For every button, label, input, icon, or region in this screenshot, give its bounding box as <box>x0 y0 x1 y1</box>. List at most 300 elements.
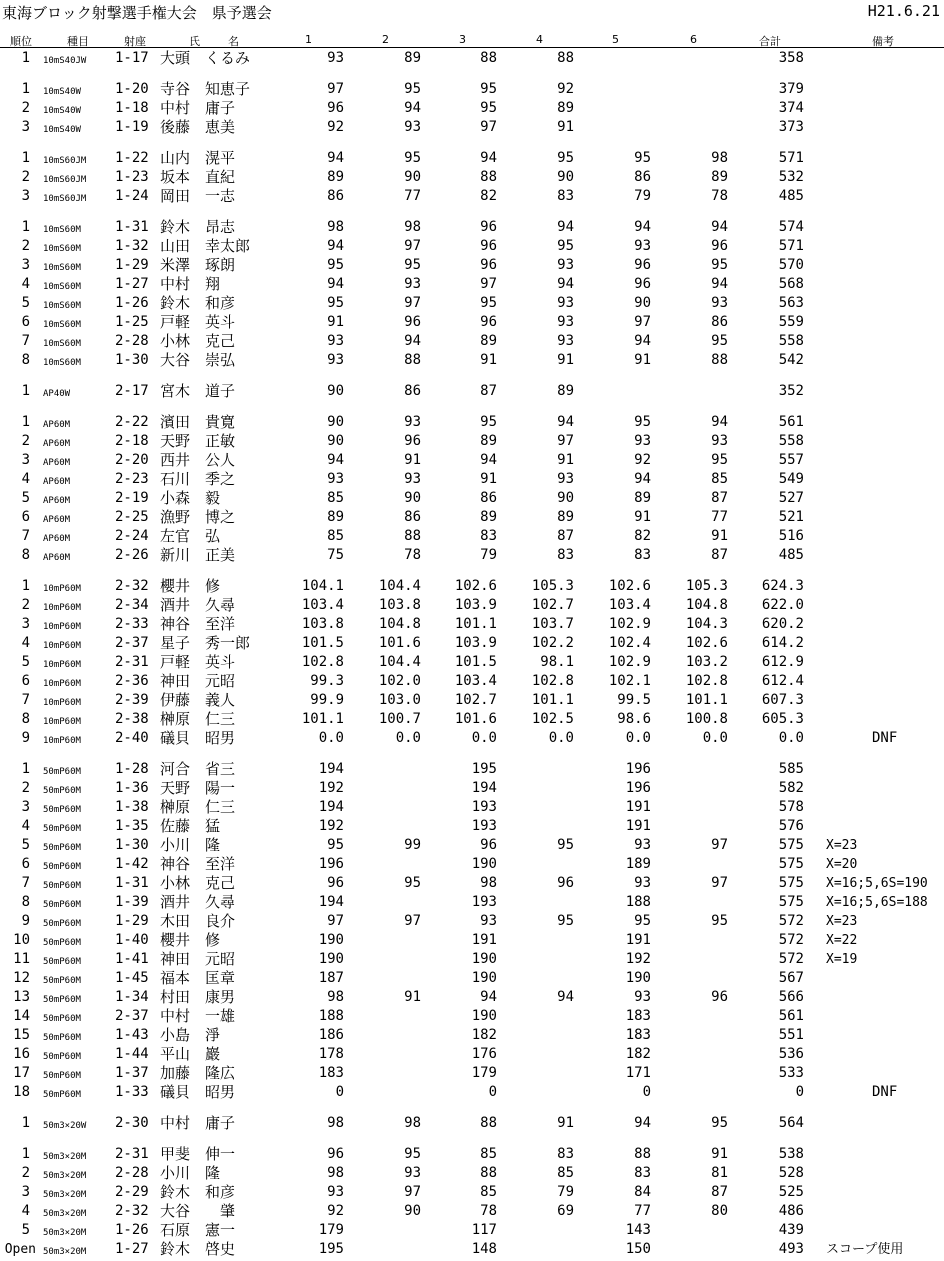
total-cell: 379 <box>778 81 804 97</box>
rank-cell: 10 <box>13 932 30 948</box>
total-cell: 516 <box>778 528 804 544</box>
score-6-cell: 87 <box>711 547 728 563</box>
table-row <box>0 1114 944 1133</box>
event-cell: 50m3×20M <box>43 1152 87 1162</box>
total-cell: 374 <box>778 100 804 116</box>
score-1-cell: 90 <box>327 383 344 399</box>
score-1-cell: 196 <box>318 856 344 872</box>
score-2-cell: 104.8 <box>378 616 421 632</box>
table-row <box>0 275 944 294</box>
score-4-cell: 102.8 <box>531 673 574 689</box>
table-row <box>0 653 944 672</box>
total-cell: 538 <box>778 1146 804 1162</box>
score-3-cell: 190 <box>471 856 497 872</box>
score-2-cell: 86 <box>404 509 421 525</box>
table-row <box>0 80 944 99</box>
lane-cell: 1-17 <box>115 50 149 66</box>
score-2-cell: 101.6 <box>378 635 421 651</box>
event-cell: 50mP60M <box>43 824 81 834</box>
score-2-cell: 90 <box>404 490 421 506</box>
result-group <box>0 760 944 1102</box>
score-2-cell: 97 <box>404 1184 421 1200</box>
score-5-cell: 94 <box>634 471 651 487</box>
name-cell: 村田 康男 <box>160 988 236 1006</box>
score-4-cell: 89 <box>557 100 574 116</box>
event-cell: 10mS60M <box>43 244 81 254</box>
score-1-cell: 194 <box>318 894 344 910</box>
rank-cell: 2 <box>21 100 30 116</box>
page-header <box>0 2 944 22</box>
event-cell: 10mS60M <box>43 301 81 311</box>
lane-cell: 1-41 <box>115 951 149 967</box>
event-cell: AP60M <box>43 420 71 430</box>
lane-cell: 1-26 <box>115 295 149 311</box>
score-5-cell: 102.9 <box>608 654 651 670</box>
score-2-cell: 77 <box>404 188 421 204</box>
table-row <box>0 99 944 118</box>
score-5-cell: 84 <box>634 1184 651 1200</box>
score-5-cell: 94 <box>634 219 651 235</box>
total-cell: 527 <box>778 490 804 506</box>
result-group <box>0 382 944 401</box>
rank-cell: 7 <box>21 333 30 349</box>
score-6-cell: 96 <box>711 989 728 1005</box>
rank-cell: 4 <box>21 635 30 651</box>
header-divider <box>0 47 944 48</box>
rank-cell: 1 <box>21 219 30 235</box>
score-3-cell: 0.0 <box>471 730 497 746</box>
name-cell: 大谷 崇弘 <box>160 351 236 369</box>
event-cell: 10mP60M <box>43 584 81 594</box>
score-2-cell: 104.4 <box>378 654 421 670</box>
score-5-cell: 95 <box>634 150 651 166</box>
score-1-cell: 95 <box>327 257 344 273</box>
score-1-cell: 186 <box>318 1027 344 1043</box>
score-5-cell: 94 <box>634 333 651 349</box>
score-5-cell: 98.6 <box>617 711 651 727</box>
event-cell: 50mP60M <box>43 1033 81 1043</box>
table-row <box>0 1164 944 1183</box>
lane-cell: 2-24 <box>115 528 149 544</box>
total-cell: 605.3 <box>761 711 804 727</box>
rank-cell: 5 <box>21 1222 30 1238</box>
table-row <box>0 817 944 836</box>
name-cell: 榊原 仁三 <box>160 798 236 816</box>
rank-cell: 14 <box>13 1008 30 1024</box>
table-row <box>0 470 944 489</box>
score-4-cell: 102.7 <box>531 597 574 613</box>
score-1-cell: 98 <box>327 1165 344 1181</box>
event-cell: 10mS40JW <box>43 56 87 66</box>
score-3-cell: 102.7 <box>454 692 497 708</box>
table-row <box>0 779 944 798</box>
score-2-cell: 91 <box>404 452 421 468</box>
score-4-cell: 83 <box>557 1146 574 1162</box>
table-row <box>0 382 944 401</box>
rank-cell: 3 <box>21 799 30 815</box>
score-1-cell: 93 <box>327 333 344 349</box>
table-row <box>0 931 944 950</box>
score-6-cell: 98 <box>711 150 728 166</box>
event-cell: 50mP60M <box>43 843 81 853</box>
score-5-cell: 99.5 <box>617 692 651 708</box>
score-6-cell: 91 <box>711 528 728 544</box>
total-cell: 574 <box>778 219 804 235</box>
score-6-cell: 77 <box>711 509 728 525</box>
rank-cell: 5 <box>21 837 30 853</box>
total-cell: 575 <box>778 875 804 891</box>
total-cell: 525 <box>778 1184 804 1200</box>
note-cell: X=16;5,6S=190 <box>826 876 928 891</box>
score-4-cell: 93 <box>557 257 574 273</box>
score-3-cell: 88 <box>480 50 497 66</box>
score-5-cell: 150 <box>625 1241 651 1257</box>
name-cell: 坂本 直紀 <box>160 168 236 186</box>
rank-cell: 6 <box>21 509 30 525</box>
score-5-cell: 0 <box>642 1084 651 1100</box>
score-6-cell: 104.8 <box>685 597 728 613</box>
lane-cell: 1-23 <box>115 169 149 185</box>
score-1-cell: 94 <box>327 452 344 468</box>
name-cell: 加藤 隆広 <box>160 1064 236 1082</box>
name-cell: 星子 秀一郎 <box>160 634 251 652</box>
score-3-cell: 191 <box>471 932 497 948</box>
total-cell: 585 <box>778 761 804 777</box>
event-cell: 10mS60JM <box>43 175 87 185</box>
score-1-cell: 99.9 <box>310 692 344 708</box>
lane-cell: 1-40 <box>115 932 149 948</box>
event-cell: 10mP60M <box>43 717 81 727</box>
name-cell: 甲斐 伸一 <box>160 1145 236 1163</box>
table-row <box>0 1183 944 1202</box>
score-3-cell: 78 <box>480 1203 497 1219</box>
score-2-cell: 95 <box>404 81 421 97</box>
score-3-cell: 95 <box>480 414 497 430</box>
total-cell: 564 <box>778 1115 804 1131</box>
lane-cell: 2-33 <box>115 616 149 632</box>
score-1-cell: 194 <box>318 799 344 815</box>
score-4-cell: 95 <box>557 837 574 853</box>
score-4-cell: 69 <box>557 1203 574 1219</box>
score-3-cell: 182 <box>471 1027 497 1043</box>
lane-cell: 1-37 <box>115 1065 149 1081</box>
event-cell: 10mS40W <box>43 106 81 116</box>
total-cell: 486 <box>778 1203 804 1219</box>
score-2-cell: 86 <box>404 383 421 399</box>
lane-cell: 1-29 <box>115 913 149 929</box>
score-1-cell: 90 <box>327 414 344 430</box>
score-5-cell: 79 <box>634 188 651 204</box>
lane-cell: 1-35 <box>115 818 149 834</box>
rank-cell: 2 <box>21 597 30 613</box>
table-row <box>0 969 944 988</box>
score-4-cell: 102.2 <box>531 635 574 651</box>
name-cell: 大頭 くるみ <box>160 49 251 67</box>
result-group <box>0 49 944 68</box>
rank-cell: 8 <box>21 352 30 368</box>
note-cell: スコープ使用 <box>826 1242 904 1257</box>
score-5-cell: 93 <box>634 433 651 449</box>
name-cell: 鈴木 和彦 <box>160 1183 236 1201</box>
table-row <box>0 615 944 634</box>
score-6-cell: 96 <box>711 238 728 254</box>
score-3-cell: 91 <box>480 471 497 487</box>
lane-cell: 2-26 <box>115 547 149 563</box>
event-cell: 50mP60M <box>43 919 81 929</box>
score-4-cell: 94 <box>557 276 574 292</box>
score-1-cell: 92 <box>327 119 344 135</box>
col-s6: 6 <box>690 33 697 46</box>
score-3-cell: 101.1 <box>454 616 497 632</box>
name-cell: 河合 省三 <box>160 760 236 778</box>
lane-cell: 1-31 <box>115 219 149 235</box>
score-4-cell: 89 <box>557 383 574 399</box>
table-row <box>0 729 944 748</box>
score-5-cell: 191 <box>625 818 651 834</box>
score-1-cell: 98 <box>327 219 344 235</box>
rank-cell: 3 <box>21 1184 30 1200</box>
lane-cell: 1-30 <box>115 352 149 368</box>
name-cell: 天野 陽一 <box>160 779 236 797</box>
score-2-cell: 78 <box>404 547 421 563</box>
rank-cell: 2 <box>21 433 30 449</box>
score-5-cell: 188 <box>625 894 651 910</box>
event-cell: 50m3×20W <box>43 1121 87 1131</box>
score-2-cell: 100.7 <box>378 711 421 727</box>
event-cell: 10mS60JM <box>43 156 87 166</box>
name-cell: 礒貝 昭男 <box>160 1083 236 1101</box>
table-row <box>0 237 944 256</box>
table-row <box>0 149 944 168</box>
score-4-cell: 105.3 <box>531 578 574 594</box>
score-4-cell: 96 <box>557 875 574 891</box>
score-5-cell: 91 <box>634 352 651 368</box>
score-1-cell: 96 <box>327 100 344 116</box>
event-cell: 10mS40W <box>43 125 81 135</box>
event-cell: 50m3×20M <box>43 1209 87 1219</box>
score-5-cell: 103.4 <box>608 597 651 613</box>
event-cell: 50m3×20M <box>43 1228 87 1238</box>
score-6-cell: 95 <box>711 913 728 929</box>
score-6-cell: 97 <box>711 837 728 853</box>
name-cell: 山田 幸太郎 <box>160 237 251 255</box>
event-cell: 10mP60M <box>43 698 81 708</box>
score-3-cell: 179 <box>471 1065 497 1081</box>
total-cell: 612.4 <box>761 673 804 689</box>
lane-cell: 2-37 <box>115 1008 149 1024</box>
total-cell: 559 <box>778 314 804 330</box>
score-1-cell: 94 <box>327 238 344 254</box>
score-6-cell: 88 <box>711 352 728 368</box>
col-s4: 4 <box>536 33 543 46</box>
table-row <box>0 710 944 729</box>
score-3-cell: 190 <box>471 970 497 986</box>
score-4-cell: 83 <box>557 188 574 204</box>
score-2-cell: 96 <box>404 314 421 330</box>
col-rank: 順位 <box>10 35 32 48</box>
lane-cell: 1-39 <box>115 894 149 910</box>
score-6-cell: 78 <box>711 188 728 204</box>
table-row <box>0 912 944 931</box>
table-row <box>0 1083 944 1102</box>
score-3-cell: 87 <box>480 383 497 399</box>
score-4-cell: 79 <box>557 1184 574 1200</box>
name-cell: 石原 憲一 <box>160 1221 236 1239</box>
total-cell: 558 <box>778 433 804 449</box>
score-5-cell: 93 <box>634 837 651 853</box>
score-1-cell: 0.0 <box>318 730 344 746</box>
total-cell: 0 <box>795 1084 804 1100</box>
score-1-cell: 98 <box>327 989 344 1005</box>
score-1-cell: 97 <box>327 913 344 929</box>
table-row <box>0 546 944 565</box>
score-6-cell: 101.1 <box>685 692 728 708</box>
event-cell: 50mP60M <box>43 805 81 815</box>
score-5-cell: 86 <box>634 169 651 185</box>
score-3-cell: 103.9 <box>454 635 497 651</box>
name-cell: 戸軽 英斗 <box>160 653 236 671</box>
score-1-cell: 93 <box>327 352 344 368</box>
score-1-cell: 188 <box>318 1008 344 1024</box>
score-4-cell: 89 <box>557 509 574 525</box>
score-1-cell: 179 <box>318 1222 344 1238</box>
table-row <box>0 294 944 313</box>
score-3-cell: 193 <box>471 818 497 834</box>
score-5-cell: 191 <box>625 932 651 948</box>
name-cell: 米澤 琢朗 <box>160 256 236 274</box>
table-row <box>0 256 944 275</box>
total-cell: 572 <box>778 951 804 967</box>
score-1-cell: 190 <box>318 932 344 948</box>
score-1-cell: 103.4 <box>301 597 344 613</box>
event-cell: 10mP60M <box>43 603 81 613</box>
score-3-cell: 85 <box>480 1184 497 1200</box>
rank-cell: 1 <box>21 761 30 777</box>
rank-cell: 5 <box>21 295 30 311</box>
score-6-cell: 94 <box>711 219 728 235</box>
event-cell: 10mS60M <box>43 225 81 235</box>
score-5-cell: 192 <box>625 951 651 967</box>
name-cell: 小川 隆 <box>160 836 221 854</box>
note-cell: X=20 <box>826 857 858 872</box>
score-5-cell: 93 <box>634 238 651 254</box>
rank-cell: 8 <box>21 547 30 563</box>
name-cell: 鈴木 和彦 <box>160 294 236 312</box>
score-6-cell: 100.8 <box>685 711 728 727</box>
rank-cell: 9 <box>21 913 30 929</box>
table-row <box>0 351 944 370</box>
rank-cell: 8 <box>21 894 30 910</box>
score-3-cell: 190 <box>471 951 497 967</box>
score-4-cell: 87 <box>557 528 574 544</box>
score-3-cell: 193 <box>471 799 497 815</box>
table-row <box>0 893 944 912</box>
total-cell: 566 <box>778 989 804 1005</box>
score-1-cell: 93 <box>327 1184 344 1200</box>
name-cell: 小川 隆 <box>160 1164 221 1182</box>
rank-cell: 4 <box>21 471 30 487</box>
lane-cell: 2-32 <box>115 578 149 594</box>
result-group <box>0 218 944 370</box>
event-cell: AP60M <box>43 553 71 563</box>
rank-cell: 1 <box>21 383 30 399</box>
score-2-cell: 95 <box>404 1146 421 1162</box>
lane-cell: 1-18 <box>115 100 149 116</box>
score-6-cell: 94 <box>711 414 728 430</box>
lane-cell: 1-22 <box>115 150 149 166</box>
score-5-cell: 93 <box>634 989 651 1005</box>
lane-cell: 1-27 <box>115 1241 149 1257</box>
score-1-cell: 97 <box>327 81 344 97</box>
event-cell: 10mP60M <box>43 736 81 746</box>
total-cell: 575 <box>778 856 804 872</box>
total-cell: 568 <box>778 276 804 292</box>
lane-cell: 1-25 <box>115 314 149 330</box>
name-cell: 櫻井 修 <box>160 931 221 949</box>
name-cell: 山内 滉平 <box>160 149 236 167</box>
score-5-cell: 77 <box>634 1203 651 1219</box>
table-row <box>0 798 944 817</box>
total-cell: 533 <box>778 1065 804 1081</box>
score-4-cell: 90 <box>557 169 574 185</box>
event-cell: AP60M <box>43 458 71 468</box>
table-row <box>0 168 944 187</box>
score-4-cell: 103.7 <box>531 616 574 632</box>
page-title: 東海ブロック射撃選手権大会 県予選会 <box>2 4 272 22</box>
rank-cell: 1 <box>21 150 30 166</box>
total-cell: 0.0 <box>778 730 804 746</box>
name-cell: 佐藤 猛 <box>160 817 221 835</box>
score-2-cell: 99 <box>404 837 421 853</box>
name-cell: 福本 匡章 <box>160 969 236 987</box>
score-3-cell: 94 <box>480 452 497 468</box>
rank-cell: 9 <box>21 730 30 746</box>
score-1-cell: 93 <box>327 471 344 487</box>
score-5-cell: 91 <box>634 509 651 525</box>
lane-cell: 2-36 <box>115 673 149 689</box>
score-1-cell: 92 <box>327 1203 344 1219</box>
score-1-cell: 90 <box>327 433 344 449</box>
name-cell: 漁野 博之 <box>160 508 236 526</box>
rank-cell: 3 <box>21 257 30 273</box>
score-3-cell: 148 <box>471 1241 497 1257</box>
score-3-cell: 83 <box>480 528 497 544</box>
score-4-cell: 91 <box>557 452 574 468</box>
total-cell: 571 <box>778 238 804 254</box>
col-name-given: 名 <box>228 35 239 48</box>
name-cell: 大谷 肇 <box>160 1202 236 1220</box>
score-5-cell: 88 <box>634 1146 651 1162</box>
total-cell: 572 <box>778 913 804 929</box>
name-cell: 伊藤 義人 <box>160 691 236 709</box>
name-cell: 鈴木 昂志 <box>160 218 236 236</box>
name-cell: 宮木 道子 <box>160 382 236 400</box>
event-cell: AP60M <box>43 515 71 525</box>
lane-cell: 1-29 <box>115 257 149 273</box>
event-cell: 50mP60M <box>43 786 81 796</box>
event-cell: AP60M <box>43 439 71 449</box>
total-cell: 575 <box>778 894 804 910</box>
rank-cell: 2 <box>21 1165 30 1181</box>
score-4-cell: 0.0 <box>548 730 574 746</box>
lane-cell: 2-20 <box>115 452 149 468</box>
score-2-cell: 97 <box>404 238 421 254</box>
score-4-cell: 98.1 <box>540 654 574 670</box>
table-row <box>0 596 944 615</box>
rank-cell: 13 <box>13 989 30 1005</box>
rank-cell: 3 <box>21 119 30 135</box>
lane-cell: 2-37 <box>115 635 149 651</box>
